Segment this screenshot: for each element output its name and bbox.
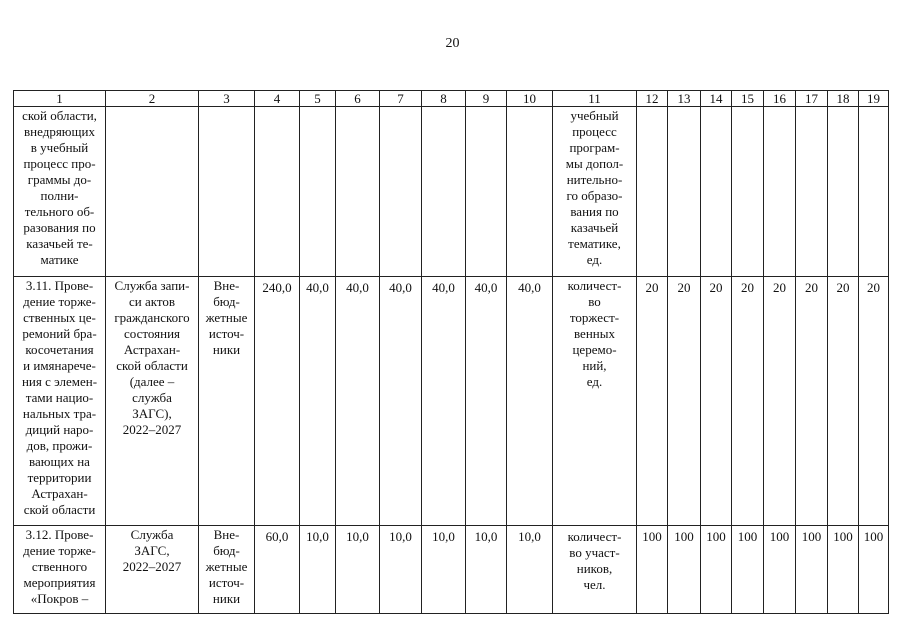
indicator-value-cell: 20 — [859, 277, 889, 526]
header-cell: 3 — [199, 91, 255, 107]
executor-cell: Служба запи- си актов гражданского состояния Астрахан- ской области (далее – служба ЗАГС), 2022–2027 — [106, 277, 199, 526]
total-amount-cell: 240,0 — [255, 277, 300, 526]
indicator-value-cell: 100 — [637, 526, 668, 614]
indicator-value-cell: 100 — [859, 526, 889, 614]
table-row — [14, 277, 889, 526]
indicator-value-cell — [828, 107, 859, 277]
header-cell: 16 — [764, 91, 796, 107]
indicator-value-cell: 20 — [796, 277, 828, 526]
amount-cell: 40,0 — [380, 277, 422, 526]
indicator-value-cell: 100 — [732, 526, 764, 614]
indicator-value-cell: 20 — [764, 277, 796, 526]
header-cell: 12 — [637, 91, 668, 107]
amount-cell: 40,0 — [422, 277, 466, 526]
header-cell: 4 — [255, 91, 300, 107]
executor-cell — [106, 107, 199, 277]
indicator-value-cell — [732, 107, 764, 277]
header-cell: 1 — [14, 91, 106, 107]
amount-cell: 40,0 — [300, 277, 336, 526]
amount-cell — [300, 107, 336, 277]
header-cell: 14 — [701, 91, 732, 107]
page-number: 20 — [445, 36, 460, 51]
indicator-value-cell: 100 — [701, 526, 732, 614]
indicator-value-cell: 20 — [732, 277, 764, 526]
indicator-value-cell: 100 — [796, 526, 828, 614]
indicator-value-cell: 100 — [828, 526, 859, 614]
amount-cell: 40,0 — [507, 277, 553, 526]
amount-cell — [380, 107, 422, 277]
event-name-cell: 3.11. Прове- дение торже- ственных це- ремоний бра- косочетания и имянарече- ния с элемен- тами нацио- нальных тра- диций наро- дов, прожи- вающих на территории Астрахан- ской области — [14, 277, 106, 526]
amount-cell: 10,0 — [300, 526, 336, 614]
amount-cell — [422, 107, 466, 277]
table-row — [14, 107, 889, 277]
indicator-value-cell — [637, 107, 668, 277]
header-cell: 10 — [507, 91, 553, 107]
header-cell: 9 — [466, 91, 507, 107]
funding-source-cell — [199, 107, 255, 277]
header-cell: 7 — [380, 91, 422, 107]
total-amount-cell: 60,0 — [255, 526, 300, 614]
column-number-row — [14, 91, 889, 107]
indicator-value-cell: 100 — [668, 526, 701, 614]
header-cell: 15 — [732, 91, 764, 107]
amount-cell: 40,0 — [336, 277, 380, 526]
event-name-cell: 3.12. Прове- дение торже- ственного мероприятия «Покров – — [14, 526, 106, 614]
indicator-value-cell: 20 — [828, 277, 859, 526]
funding-source-cell: Вне- бюд- жетные источ- ники — [199, 526, 255, 614]
indicator-value-cell — [859, 107, 889, 277]
indicator-cell: учебный процесс програм- мы допол- нительно- го образо- вания по казачьей тематике, ед. — [553, 107, 637, 277]
amount-cell: 10,0 — [507, 526, 553, 614]
indicator-value-cell — [796, 107, 828, 277]
indicator-value-cell — [701, 107, 732, 277]
amount-cell — [336, 107, 380, 277]
total-amount-cell — [255, 107, 300, 277]
indicator-value-cell: 20 — [637, 277, 668, 526]
indicator-cell: количест- во торжест- венных церемо- ний, ед. — [553, 277, 637, 526]
indicator-value-cell — [668, 107, 701, 277]
funding-source-cell: Вне- бюд- жетные источ- ники — [199, 277, 255, 526]
amount-cell — [466, 107, 507, 277]
header-cell: 13 — [668, 91, 701, 107]
header-cell: 8 — [422, 91, 466, 107]
indicator-value-cell: 20 — [701, 277, 732, 526]
header-cell: 11 — [553, 91, 637, 107]
amount-cell: 10,0 — [380, 526, 422, 614]
header-cell: 19 — [859, 91, 889, 107]
header-cell: 2 — [106, 91, 199, 107]
executor-cell: Служба ЗАГС, 2022–2027 — [106, 526, 199, 614]
indicator-value-cell: 20 — [668, 277, 701, 526]
header-cell: 5 — [300, 91, 336, 107]
indicator-value-cell: 100 — [764, 526, 796, 614]
event-name-cell: ской области, внедряющих в учебный процесс про- граммы до- полни- тельного об- разования по казачьей те- матике — [14, 107, 106, 277]
table-row — [14, 526, 889, 614]
amount-cell: 10,0 — [422, 526, 466, 614]
amount-cell — [507, 107, 553, 277]
amount-cell: 40,0 — [466, 277, 507, 526]
header-cell: 6 — [336, 91, 380, 107]
indicator-value-cell — [764, 107, 796, 277]
amount-cell: 10,0 — [466, 526, 507, 614]
header-cell: 17 — [796, 91, 828, 107]
program-table — [13, 90, 889, 614]
amount-cell: 10,0 — [336, 526, 380, 614]
header-cell: 18 — [828, 91, 859, 107]
indicator-cell: количест- во участ- ников, чел. — [553, 526, 637, 614]
